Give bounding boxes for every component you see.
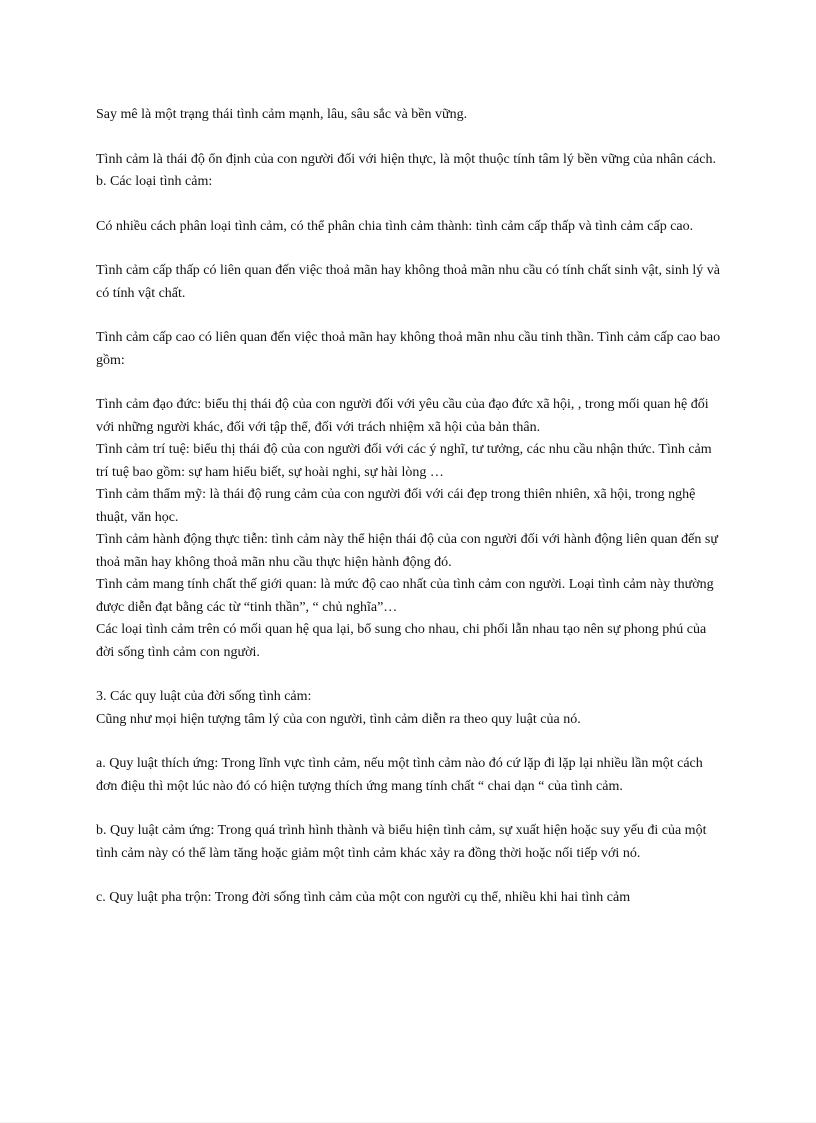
paragraph-gap <box>96 798 726 820</box>
paragraph-gap <box>96 372 726 394</box>
paragraph-dao-duc: Tình cảm đạo đức: biểu thị thái độ của con người đối với yêu cầu của đạo đức xã hội, , trong mối quan hệ đối với những người khác, đối với tập thể, đối với trách nhiệm xã hội của bản thân. <box>96 397 709 435</box>
document-body <box>96 104 726 910</box>
paragraph-tinh-cam-definition: Tình cảm là thái độ ổn định của con người đối với hiện thực, là một thuộc tính tâm lý bền vững của nhân cách. <box>96 151 716 167</box>
paragraph-gap <box>96 664 726 686</box>
paragraph-quy-luat-thich-ung: a. Quy luật thích ứng: Trong lĩnh vực tình cảm, nếu một tình cảm nào đó cứ lặp đi lặp lại nhiều lần một cách đơn điệu thì một lúc nào đó có hiện tượng thích ứng mang tính chất “ chai dạn “ của tình cảm. <box>96 756 703 794</box>
paragraph-gap <box>96 238 726 260</box>
paragraph-say-me: Say mê là một trạng thái tình cảm mạnh, lâu, sâu sắc và bền vững. <box>96 107 468 122</box>
section-heading-cac-loai: b. Các loại tình cảm: <box>96 174 213 189</box>
section-heading-quy-luat: 3. Các quy luật của đời sống tình cảm: <box>96 689 312 704</box>
paragraph-quy-luat-intro: Cũng như mọi hiện tượng tâm lý của con người, tình cảm diễn ra theo quy luật của nó. <box>96 711 581 727</box>
paragraph-gap <box>96 865 726 887</box>
paragraph-hanh-dong: Tình cảm hành động thực tiễn: tình cảm này thể hiện thái độ của con người đối với hành động liên quan đến sự thoả mãn hay không thoả mãn nhu cầu thực hiện hành động đó. <box>96 532 718 570</box>
paragraph-cap-thap: Tình cảm cấp thấp có liên quan đến việc thoả mãn hay không thoả mãn nhu cầu có tính chất sinh vật, sinh lý và có tính vật chất. <box>96 263 720 301</box>
paragraph-cap-cao: Tình cảm cấp cao có liên quan đến việc thoả mãn hay không thoả mãn nhu cầu tinh thần. Tình cảm cấp cao bao gồm: <box>96 330 721 368</box>
paragraph-tri-tue: Tình cảm trí tuệ: biểu thị thái độ của con người đối với các ý nghĩ, tư tưởng, các nhu cầu nhận thức. Tình cảm trí tuệ bao gồm: sự ham hiểu biết, sự hoài nghi, sự hài lòng … <box>96 442 712 480</box>
paragraph-gap <box>96 127 726 149</box>
paragraph-phan-loai: Có nhiều cách phân loại tình cảm, có thể phân chia tình cảm thành: tình cảm cấp thấp và tình cảm cấp cao. <box>96 218 694 234</box>
paragraph-gap <box>96 194 726 216</box>
paragraph-tham-my: Tình cảm thẩm mỹ: là thái độ rung cảm của con người đối với cái đẹp trong thiên nhiên, xã hội, trong nghệ thuật, văn học. <box>96 487 696 525</box>
paragraph-moi-quan-he: Các loại tình cảm trên có mối quan hệ qua lại, bổ sung cho nhau, chi phối lẫn nhau tạo nên sự phong phú của đời sống tình cảm con người. <box>96 622 707 660</box>
paragraph-gap <box>96 731 726 753</box>
paragraph-quy-luat-cam-ung: b. Quy luật cảm ứng: Trong quá trình hình thành và biểu hiện tình cảm, sự xuất hiện hoặc suy yếu đi của một tình cảm này có thể làm tăng hoặc giảm một tình cảm khác xảy ra đồng thời hoặc nối tiếp với nó. <box>96 823 707 861</box>
paragraph-gap <box>96 305 726 327</box>
paragraph-quy-luat-pha-tron: c. Quy luật pha trộn: Trong đời sống tình cảm của một con người cụ thể, nhiều khi hai tình cảm <box>96 890 631 905</box>
paragraph-the-gioi-quan: Tình cảm mang tính chất thế giới quan: là mức độ cao nhất của tình cảm con người. Loại tình cảm này thường được diễn đạt bằng các từ “tinh thần”, “ chủ nghĩa”… <box>96 577 714 615</box>
